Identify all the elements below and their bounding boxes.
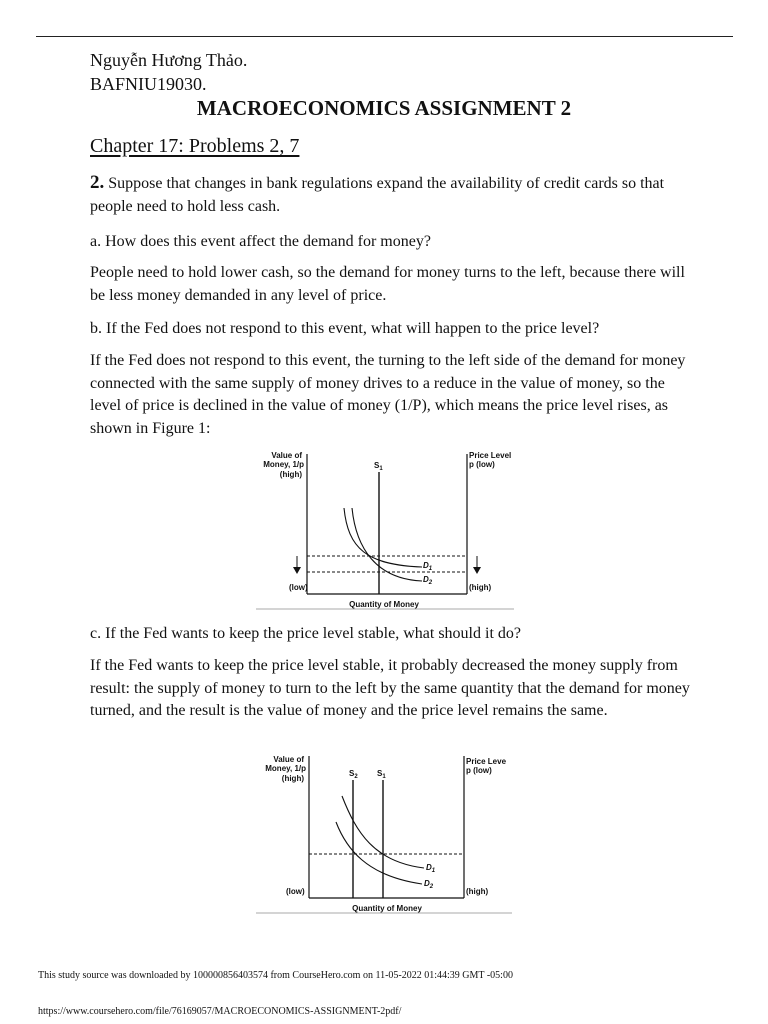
demand-curve-d1 <box>344 508 422 567</box>
high-label: (high) <box>469 583 492 592</box>
low-label: (low) <box>286 887 305 896</box>
question-a: a. How does this event affect the demand for money? <box>90 233 431 250</box>
left-axis-label-3: (high) <box>279 470 302 479</box>
figure-2 <box>256 752 516 914</box>
left-axis-label-2: Money, 1/p <box>265 764 306 773</box>
x-axis-label: Quantity of Money <box>349 600 419 609</box>
demand-curve-d2 <box>336 822 422 884</box>
left-axis-label-3: (high) <box>281 774 304 783</box>
answer-a: People need to hold lower cash, so the demand for money turns to the left, because there will be less money demanded in any level of price. <box>90 264 685 304</box>
chapter-heading: Chapter 17: Problems 2, 7 <box>90 135 300 157</box>
high-label: (high) <box>466 887 489 896</box>
d1-label: $D_1$ <box>423 561 433 572</box>
right-axis-label-1: Price Leve <box>466 757 507 766</box>
left-axis-label-2: Money, 1/p <box>263 460 304 469</box>
right-axis-label-1: Price Level <box>469 451 512 460</box>
student-id: BAFNIU19030. <box>90 74 207 94</box>
problem-number: 2. <box>90 172 105 193</box>
right-down-arrow-head <box>473 567 481 574</box>
d2-label: $D_2$ <box>424 879 434 890</box>
s1-label: $S_1$ <box>377 769 386 780</box>
demand-curve-d2 <box>352 508 422 581</box>
low-label: (low) <box>289 583 308 592</box>
left-axis-label-1: Value of <box>271 451 302 460</box>
answer-c: If the Fed wants to keep the price level stable, it probably decreased the money supply from result: the supply of money to turn to the left by the same quantity that the demand for money turned, and the result is the value of money and the price level remains the same. <box>90 657 690 719</box>
top-rule <box>36 36 733 37</box>
left-down-arrow-head <box>293 567 301 574</box>
source-url[interactable]: https://www.coursehero.com/file/76169057/MACROECONOMICS-ASSIGNMENT-2pdf/ <box>38 1006 402 1017</box>
d1-label: $D_1$ <box>426 863 436 874</box>
download-notice: This study source was downloaded by 100000856403574 from CourseHero.com on 11-05-2022 01:44:39 GMT -05:00 <box>38 970 513 981</box>
figure-2-graph <box>256 752 516 914</box>
left-axis-label-1: Value of <box>273 755 304 764</box>
d2-label: $D_2$ <box>423 575 433 586</box>
question-b: b. If the Fed does not respond to this event, what will happen to the price level? <box>90 320 600 337</box>
right-axis-label-2: p (low) <box>469 460 495 469</box>
s2-label: $S_2$ <box>349 769 358 780</box>
student-name: Nguyễn Hương Thảo. <box>90 50 248 70</box>
right-axis-label-2: p (low) <box>466 766 492 775</box>
x-axis-label: Quantity of Money <box>352 904 422 913</box>
figure-1 <box>256 448 516 610</box>
problem-intro <box>90 172 690 218</box>
problem-intro-text: Suppose that changes in bank regulations expand the availability of credit cards so that people need to hold less cash. <box>90 175 665 215</box>
answer-b: If the Fed does not respond to this event, the turning to the left side of the demand for money connected with the same supply of money drives to a reduce in the value of money, so the level of price is declined in the value of money (1/P), which means the price level rises, as shown in Figure 1: <box>90 352 686 437</box>
figure-1-graph <box>256 448 516 610</box>
document-title: MACROECONOMICS ASSIGNMENT 2 <box>196 96 572 120</box>
question-c: c. If the Fed wants to keep the price level stable, what should it do? <box>90 625 521 642</box>
s1-label: $S_1$ <box>374 461 383 472</box>
